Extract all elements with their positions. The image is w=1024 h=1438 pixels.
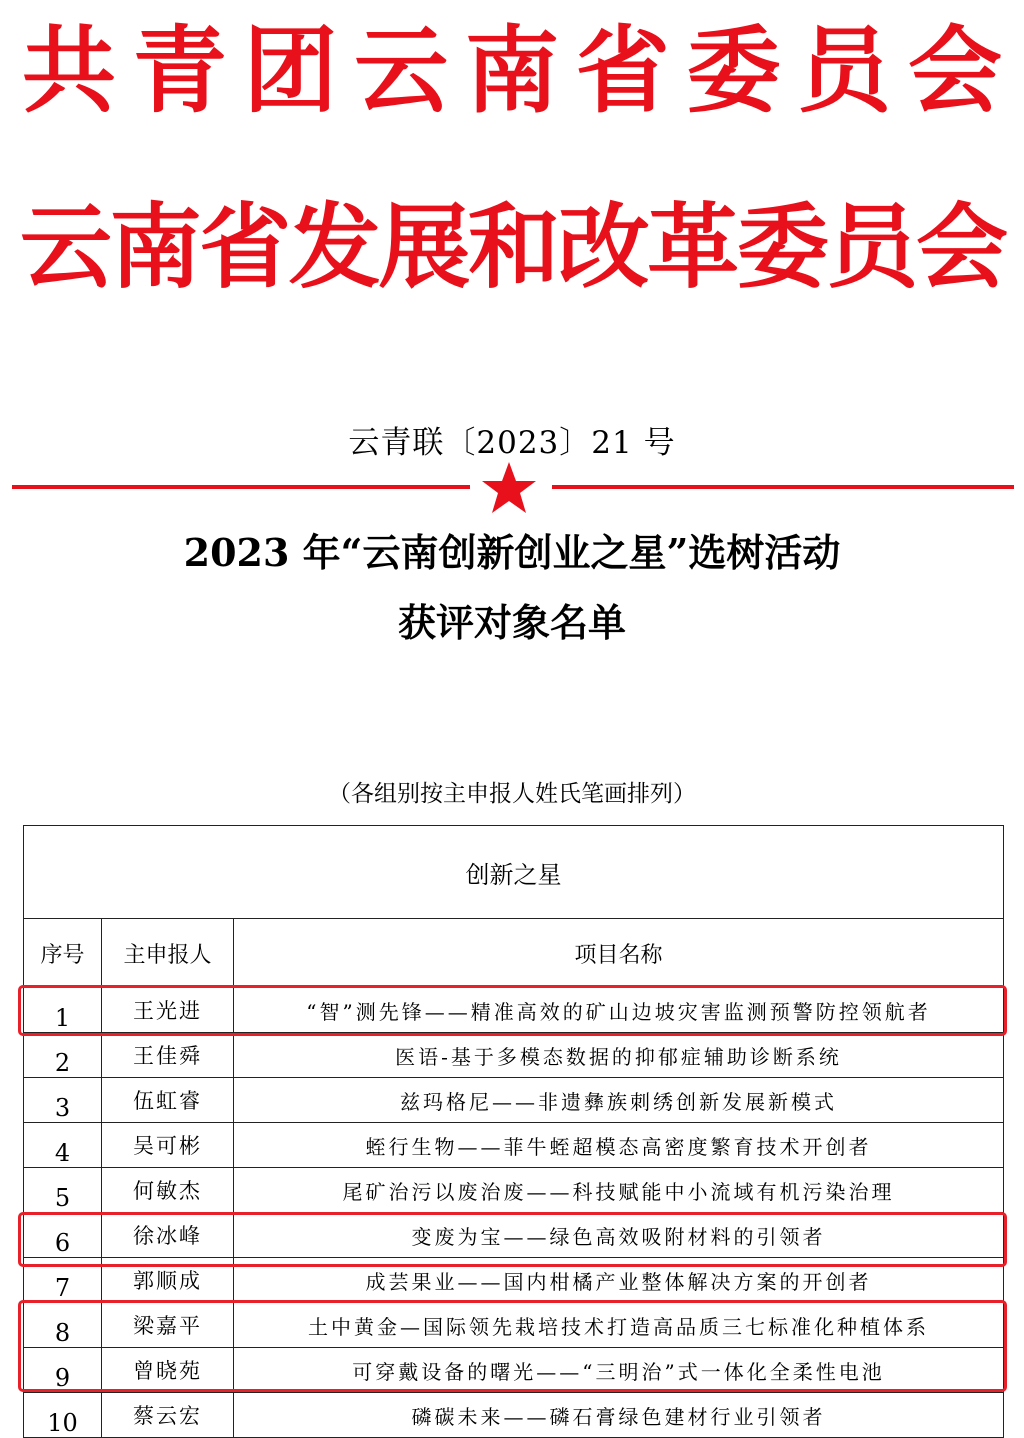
applicant-name: 王光进	[102, 988, 234, 1033]
row-number: 8	[24, 1303, 102, 1348]
ordering-note: （各组别按主申报人姓氏笔画排列）	[328, 781, 696, 807]
table-row	[24, 1123, 1004, 1168]
star-icon	[479, 460, 539, 516]
issuer-char: 发	[288, 194, 381, 301]
applicant-name: 郭顺成	[102, 1258, 234, 1303]
issuer-char: 云	[354, 17, 449, 126]
issuer-char: 会	[907, 17, 1002, 126]
table-row	[24, 1033, 1004, 1078]
row-number: 9	[24, 1348, 102, 1393]
project-name: 兹玛格尼——非遗彝族刺绣创新发展新模式	[234, 1078, 1004, 1123]
applicant-name: 伍虹睿	[102, 1078, 234, 1123]
project-name: 蛭行生物——菲牛蛭超模态高密度繁育技术开创者	[234, 1123, 1004, 1168]
applicant-name: 徐冰峰	[102, 1213, 234, 1258]
issuer-char: 员	[826, 194, 919, 301]
section-row	[24, 826, 1004, 919]
row-number: 5	[24, 1168, 102, 1213]
project-name: 磷碳未来——磷石膏绿色建材行业引领者	[234, 1393, 1004, 1438]
section-title: 创新之星	[24, 826, 1004, 919]
issuer-char: 改	[557, 194, 650, 301]
issuer-char: 会	[915, 194, 1008, 301]
row-number: 2	[24, 1033, 102, 1078]
red-divider-left	[12, 485, 470, 489]
project-name: 可穿戴设备的曙光——“三明治”式一体化全柔性电池	[234, 1348, 1004, 1393]
row-number: 10	[24, 1393, 102, 1438]
project-name: 成芸果业——国内柑橘产业整体解决方案的开创者	[234, 1258, 1004, 1303]
issuer-char: 革	[647, 194, 740, 301]
issuer-line-2	[20, 188, 1008, 308]
issuer-char: 云	[20, 194, 113, 301]
issuer-char: 委	[736, 194, 829, 301]
col-header-applicant: 主申报人	[102, 919, 234, 988]
row-number: 7	[24, 1258, 102, 1303]
issuer-char: 南	[464, 17, 559, 126]
document-subtitle: 获评对象名单	[397, 600, 626, 645]
highlight-box-rows-8-9	[18, 1300, 1007, 1392]
row-number: 1	[24, 988, 102, 1033]
table-row	[24, 1168, 1004, 1213]
document-title: 2023 年“云南创新创业之星”选树活动	[183, 530, 841, 575]
issuer-char: 委	[686, 17, 781, 126]
applicant-name: 蔡云宏	[102, 1393, 234, 1438]
row-number: 6	[24, 1213, 102, 1258]
project-name: 土中黄金—国际领先栽培技术打造高品质三七标准化种植体系	[234, 1303, 1004, 1348]
project-name: 尾矿治污以废治废——科技赋能中小流域有机污染治理	[234, 1168, 1004, 1213]
issuer-char: 团	[243, 17, 338, 126]
issuer-char: 展	[378, 194, 471, 301]
issuer-char: 省	[199, 194, 292, 301]
col-header-project: 项目名称	[234, 919, 1004, 988]
issuer-char: 青	[132, 17, 227, 126]
issuer-char: 和	[467, 194, 560, 301]
applicant-name: 王佳舜	[102, 1033, 234, 1078]
red-divider-right	[552, 485, 1014, 489]
table-row	[24, 1078, 1004, 1123]
document-number: 云青联〔2023〕21 号	[348, 425, 676, 461]
applicant-name: 曾晓苑	[102, 1348, 234, 1393]
col-header-no: 序号	[24, 919, 102, 988]
project-name: 医语-基于多模态数据的抑郁症辅助诊断系统	[234, 1033, 1004, 1078]
issuer-char: 共	[21, 17, 116, 126]
highlight-box-row-6	[18, 1212, 1007, 1267]
project-name: “智”测先锋——精准高效的矿山边坡灾害监测预警防控领航者	[234, 988, 1004, 1033]
issuer-line-1	[20, 12, 1004, 132]
applicant-name: 梁嘉平	[102, 1303, 234, 1348]
issuer-char: 南	[109, 194, 202, 301]
row-number: 4	[24, 1123, 102, 1168]
applicant-name: 吴可彬	[102, 1123, 234, 1168]
issuer-char: 省	[575, 17, 670, 126]
header-row	[24, 919, 1004, 988]
highlight-box-row-1	[18, 985, 1007, 1036]
table-row	[24, 1393, 1004, 1438]
issuer-char: 员	[797, 17, 892, 126]
row-number: 3	[24, 1078, 102, 1123]
applicant-name: 何敏杰	[102, 1168, 234, 1213]
project-name: 变废为宝——绿色高效吸附材料的引领者	[234, 1213, 1004, 1258]
